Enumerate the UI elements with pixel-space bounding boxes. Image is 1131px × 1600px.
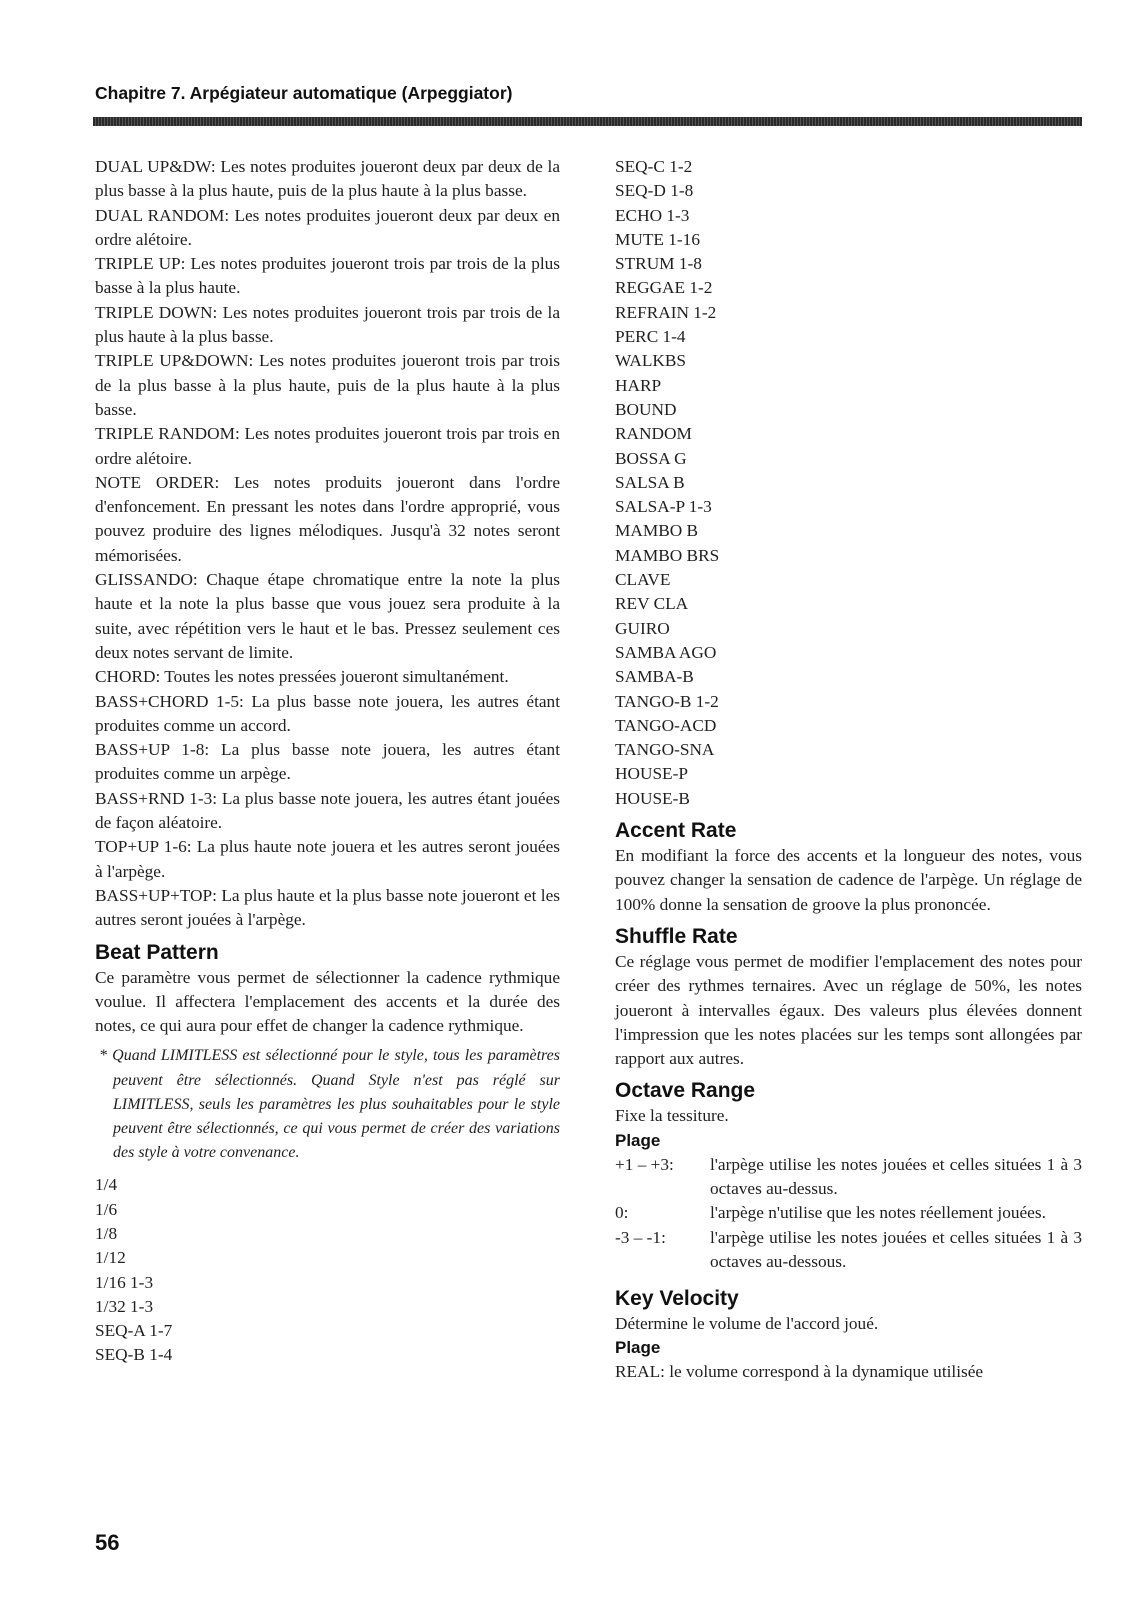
chapter-title: Chapitre 7. Arpégiateur automatique (Arpeggiator)	[95, 83, 513, 103]
beat-pattern-value: MAMBO BRS	[615, 545, 720, 565]
mode-term: TOP+UP 1-6:	[95, 837, 192, 857]
octave-range-key: -3 – -1:	[615, 1227, 666, 1247]
mode-entries	[95, 155, 560, 933]
mode-entry	[95, 252, 560, 301]
mode-entry	[95, 738, 560, 787]
beat-pattern-value: SEQ-B 1-4	[95, 1345, 173, 1365]
beat-pattern-value: WALKBS	[615, 351, 687, 371]
beat-pattern-value: RANDOM	[615, 424, 692, 444]
mode-description: Les notes produites joueront trois par trois de la plus basse à la plus haute, puis de la plus haute à la plus basse.	[95, 351, 561, 419]
key-velocity-last-line: REAL: le volume correspond à la dynamique utilisée	[615, 1362, 984, 1382]
beat-pattern-value: STRUM 1-8	[615, 254, 702, 274]
mode-entry	[95, 568, 560, 665]
octave-range-row	[615, 1153, 1082, 1202]
mode-description: La plus basse note jouera, les autres étant produites comme un arpège.	[95, 740, 560, 784]
beat-pattern-note: * Quand LIMITLESS est sélectionné pour le style, tous les paramètres peuvent être sélectionnés. Quand Style n'est pas réglé sur LIMITLESS, seuls les paramètres les plus souhaitables pour le style peuvent être sélectionnés, ce qui vous permet de créer des variations des style à votre convenance.	[99, 1047, 560, 1162]
beat-pattern-value: ECHO 1-3	[615, 205, 690, 225]
mode-entry	[95, 471, 560, 568]
beat-pattern-value: 1/12	[95, 1248, 126, 1268]
beat-pattern-value: 1/16 1-3	[95, 1272, 154, 1292]
mode-description: La plus basse note jouera, les autres étant jouées de façon aléatoire.	[95, 788, 560, 833]
beat-pattern-value: 1/8	[95, 1224, 118, 1243]
mode-entry	[95, 349, 560, 422]
beat-pattern-value: BOUND	[615, 399, 677, 419]
beat-pattern-value: SEQ-D 1-8	[615, 181, 694, 201]
mode-entry	[95, 422, 560, 471]
mode-description: La plus haute note jouera et les autres seront jouées à l'arpège.	[95, 837, 560, 881]
beat-pattern-value: HOUSE-P	[615, 764, 688, 784]
beat-pattern-value: REV CLA	[615, 594, 689, 614]
octave-range-key: +1 – +3:	[615, 1154, 674, 1174]
octave-range-table	[615, 1153, 1082, 1274]
beat-pattern-value: SAMBA AGO	[615, 642, 717, 662]
mode-description: Les notes produites joueront trois par trois de la plus haute à la plus basse.	[95, 302, 560, 347]
mode-term: TRIPLE DOWN:	[95, 302, 218, 322]
mode-description: Toutes les notes pressées joueront simultanément.	[160, 667, 509, 687]
mode-term: DUAL UP&DW:	[95, 157, 216, 176]
beat-pattern-value: 1/4	[95, 1175, 118, 1195]
mode-description: La plus basse note jouera, les autres étant produites comme un accord.	[95, 691, 561, 735]
beat-pattern-text: Ce paramètre vous permet de sélectionner la cadence rythmique voulue. Il affectera l'emplacement des accents et la durée des notes, ce qui aura pour effet de changer la cadence rythmique.	[95, 967, 560, 1036]
octave-range-description: l'arpège utilise les notes jouées et celles situées 1 à 3 octaves au-dessous.	[710, 1227, 1082, 1271]
beat-pattern-value: MAMBO B	[615, 521, 699, 541]
mode-term: BASS+CHORD 1-5:	[95, 691, 244, 711]
beat-pattern-value: GUIRO	[615, 618, 670, 638]
mode-description: La plus haute et la plus basse note joueront et les autres seront jouées à l'arpège.	[95, 885, 560, 930]
beat-pattern-value: SALSA-P 1-3	[615, 497, 712, 517]
octave-range-heading: Octave Range	[615, 1079, 756, 1103]
beat-pattern-value: HARP	[615, 375, 662, 395]
mode-entry	[95, 155, 560, 204]
mode-entry	[95, 690, 560, 739]
mode-description: Les notes produites joueront deux par deux de la plus basse à la plus haute, puis de la plus haute à la plus basse.	[95, 157, 560, 201]
octave-range-description: l'arpège utilise les notes jouées et celles situées 1 à 3 octaves au-dessus.	[710, 1154, 1082, 1198]
octave-range-row	[615, 1201, 1082, 1225]
beat-pattern-value: PERC 1-4	[615, 327, 686, 347]
beat-pattern-value: 1/6	[95, 1199, 118, 1219]
beat-pattern-value: 1/32 1-3	[95, 1296, 154, 1316]
key-velocity-subheading: Plage	[615, 1338, 661, 1358]
octave-range-key: 0:	[615, 1203, 629, 1223]
key-velocity-heading: Key Velocity	[615, 1287, 739, 1311]
octave-range-description: l'arpège n'utilise que les notes réellement jouées.	[710, 1203, 1046, 1223]
beat-pattern-value: BOSSA G	[615, 448, 687, 468]
octave-range-row	[615, 1226, 1082, 1275]
mode-term: GLISSANDO:	[95, 570, 198, 590]
mode-term: DUAL RANDOM:	[95, 205, 230, 225]
beat-pattern-value: TANGO-SNA	[615, 740, 715, 760]
mode-term: BASS+RND 1-3:	[95, 788, 218, 808]
mode-entry	[95, 301, 560, 350]
left-column	[95, 155, 560, 1368]
beat-pattern-value: TANGO-ACD	[615, 715, 717, 735]
beat-pattern-value: REFRAIN 1-2	[615, 302, 717, 322]
beat-pattern-values-left	[95, 1173, 560, 1367]
accent-rate-text: En modifiant la force des accents et la longueur des notes, vous pouvez changer la sensation de cadence de l'arpège. Un réglage de 100% donne la sensation de groove la plus prononcée.	[615, 846, 1082, 914]
mode-term: CHORD:	[95, 667, 161, 687]
mode-term: BASS+UP 1-8:	[95, 740, 210, 760]
key-velocity-text: Détermine le volume de l'accord joué.	[615, 1314, 879, 1334]
mode-term: TRIPLE UP:	[95, 254, 186, 274]
beat-pattern-value: REGGAE 1-2	[615, 278, 713, 298]
octave-range-subheading: Plage	[615, 1130, 661, 1150]
beat-pattern-value: SAMBA-B	[615, 667, 694, 687]
octave-range-text: Fixe la tessiture.	[615, 1106, 729, 1126]
beat-pattern-value: SEQ-C 1-2	[615, 157, 693, 176]
mode-term: TRIPLE RANDOM:	[95, 424, 240, 444]
mode-entry	[95, 787, 560, 836]
mode-entry	[95, 204, 560, 253]
page-number: 56	[95, 1530, 120, 1555]
mode-term: NOTE ORDER:	[95, 472, 220, 492]
mode-entry	[95, 884, 560, 933]
mode-description: Les notes produites joueront trois par trois de la plus basse à la plus haute.	[95, 254, 560, 298]
shuffle-rate-heading: Shuffle Rate	[615, 924, 738, 948]
beat-pattern-value: TANGO-B 1-2	[615, 691, 719, 711]
shuffle-rate-text: Ce réglage vous permet de modifier l'emplacement des notes pour créer des rythmes ternaires. Avec un réglage de 50%, les notes joueront à intervalles égaux. Des valeurs plus élevées donnent l'impression que les notes placées sur les temps sont allongées par rapport aux autres.	[615, 951, 1082, 1069]
mode-entry	[95, 665, 560, 689]
mode-term: TRIPLE UP&DOWN:	[95, 351, 254, 371]
mode-description: Les notes produits joueront dans l'ordre d'enfoncement. En pressant les notes dans l'ordre approprié, vous pouvez produire des lignes mélodiques. Jusqu'à 32 notes seront mémorisées.	[95, 472, 561, 565]
beat-pattern-value: SALSA B	[615, 472, 685, 492]
beat-pattern-value: SEQ-A 1-7	[95, 1321, 173, 1341]
mode-description: Chaque étape chromatique entre la note la plus haute et la note la plus basse que vous jouez sera produite à la suite, avec répétition vers le haut et le bas. Pressez seulement ces deux notes servant de limite.	[95, 570, 560, 662]
mode-entry	[95, 835, 560, 884]
beat-pattern-heading: Beat Pattern	[95, 940, 219, 964]
right-column	[615, 155, 1082, 1385]
mode-description: Les notes produites joueront deux par deux en ordre alétoire.	[95, 205, 560, 249]
beat-pattern-values-right	[615, 155, 1082, 811]
accent-rate-heading: Accent Rate	[615, 819, 737, 843]
mode-description: Les notes produites joueront trois par trois en ordre alétoire.	[95, 424, 560, 468]
beat-pattern-value: CLAVE	[615, 570, 671, 590]
beat-pattern-value: HOUSE-B	[615, 788, 690, 808]
header-rule	[93, 117, 1082, 126]
beat-pattern-value: MUTE 1-16	[615, 229, 700, 249]
mode-term: BASS+UP+TOP:	[95, 885, 217, 905]
